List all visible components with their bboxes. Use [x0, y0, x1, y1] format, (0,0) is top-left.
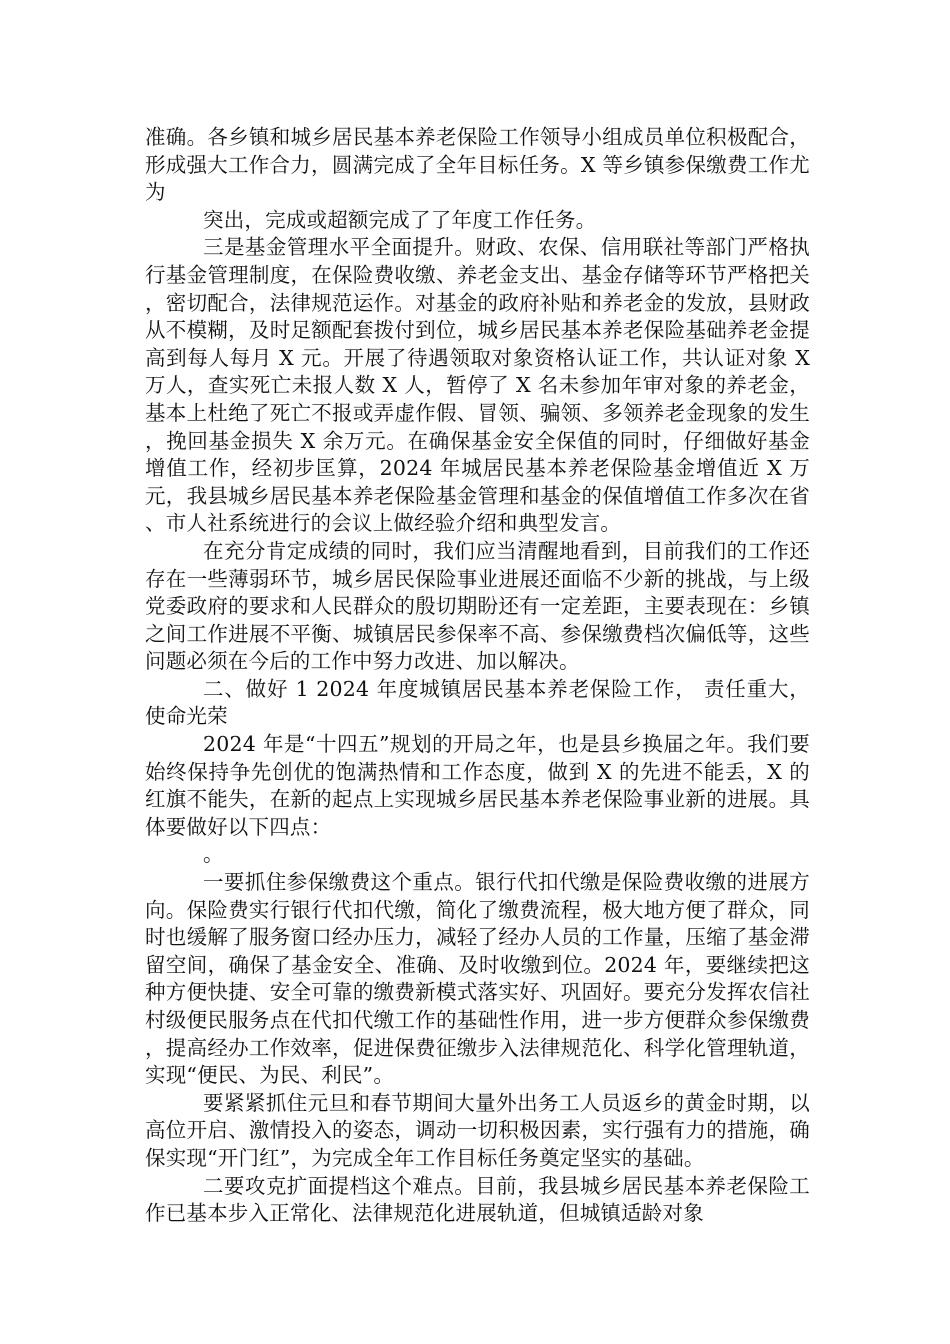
- paragraph-9: 要紧紧抓住元旦和春节期间大量外出务工人员返乡的黄金时期，以高位开启、激情投入的姿态，调动一切积极因素，实行强有力的措施，确保实现“开门红”，为完成全年工作目标任务奠定坚实的基础。: [145, 1090, 810, 1170]
- paragraph-6: 2024 年是“十四五”规划的开局之年，也是县乡换届之年。我们要始终保持争先创优的饱满热情和工作态度，做到 X 的先进不能丢，X 的红旗不能失，在新的起点上实现城乡居民基本养老保险事业新的进展。具体要做好以下四点：: [145, 732, 810, 839]
- section-heading: 二、做好 1 2024 年度城镇居民基本养老保险工作， 责任重大，使命光荣: [145, 676, 810, 729]
- paragraph-2: 突出，完成或超额完成了了年度工作任务。: [203, 207, 597, 232]
- paragraph-4: 在充分肯定成绩的同时，我们应当清醒地看到，目前我们的工作还存在一些薄弱环节，城乡居民保险事业进展还面临不少新的挑战，与上级党委政府的要求和人民群众的殷切期盼还有一定差距，主要表现在：乡镇之间工作进展不平衡、城镇居民参保率不高、参保缴费档次偏低等，这些问题必须在今后的工作中努力改进、加以解决。: [145, 538, 810, 674]
- paragraph-3: 三是基金管理水平全面提升。财政、农保、信用联社等部门严格执行基金管理制度，在保险费收缴、养老金支出、基金存储等环节严格把关，密切配合，法律规范运作。对基金的政府补贴和养老金的发放，县财政从不模糊，及时足额配套拨付到位，城乡居民基本养老保险基础养老金提高到每人每月 X 元。开展了待遇领取对象资格认证工作，共认证对象 X 万人，查实死亡未报人数 X 人，暂停了 X 名未参加年审对象的养老金，基本上杜绝了死亡不报或弄虚作假、冒领、骗领、多领养老金现象的发生，挽回基金损失 X 余万元。在确保基金安全保值的同时，仔细做好基金增值工作，经初步匡算，2024 年城居民基本养老保险基金增值近 X 万元，我县城乡居民基本养老保险基金管理和基金的保值增值工作多次在省、市人社系统进行的会议上做经验介绍和典型发言。: [145, 235, 810, 536]
- document-body: [145, 124, 810, 1228]
- paragraph-10: 二要攻克扩面提档这个难点。目前，我县城乡居民基本养老保险工作已基本步入正常化、法律规范化进展轨道，但城镇适龄对象: [145, 1173, 810, 1226]
- paragraph-1: 准确。各乡镇和城乡居民基本养老保险工作领导小组成员单位积极配合，形成强大工作合力，圆满完成了全年目标任务。X 等乡镇参保缴费工作尤为: [145, 125, 810, 205]
- paragraph-7: 。: [203, 842, 224, 867]
- paragraph-8: 一要抓住参保缴费这个重点。银行代扣代缴是保险费收缴的进展方向。保险费实行银行代扣代缴，简化了缴费流程，极大地方便了群众，同时也缓解了服务窗口经办压力，减轻了经办人员的工作量，压缩了基金滞留空间，确保了基金安全、准确、及时收缴到位。2024 年，要继续把这种方便快捷、安全可靠的缴费新模式落实好、巩固好。要充分发挥农信社村级便民服务点在代扣代缴工作的基础性作用，进一步方便群众参保缴费，提高经办工作效率，促进保费征缴步入法律规范化、科学化管理轨道，实现“便民、为民、利民”。: [145, 870, 810, 1088]
